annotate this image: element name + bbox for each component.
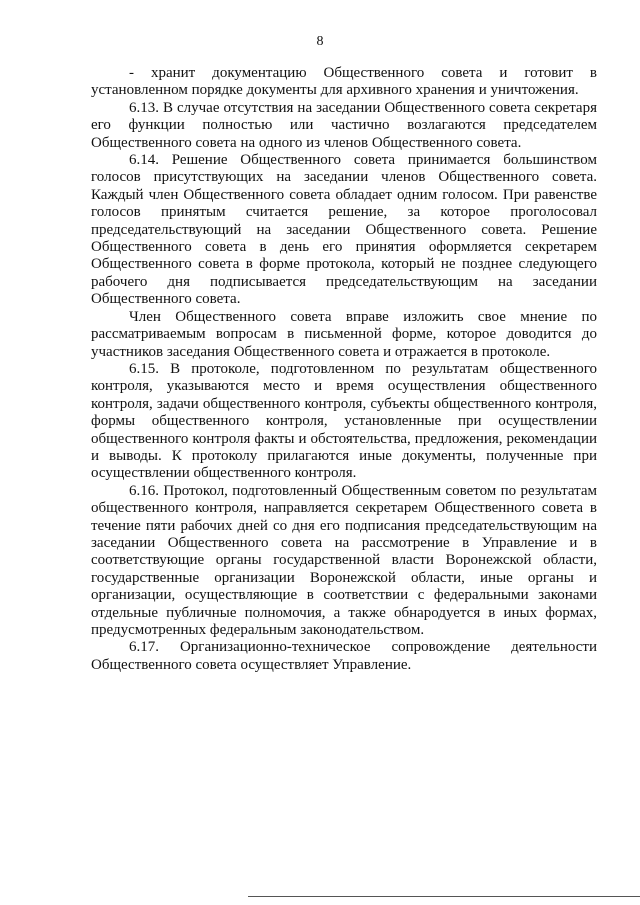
document-body [91,65,597,674]
page-number: 8 [316,34,324,49]
paragraph-6-13: 6.13. В случае отсутствия на заседании Общественного совета секретаря его функции полностью или частично возлагаются председателем Общественного совета на одного из членов Общественного совета. [91,99,597,151]
paragraph-member-opinion: Член Общественного совета вправе изложить свое мнение по рассматриваемым вопросам в письменной форме, которое доводится до участников заседания Общественного совета и отражается в протоколе. [91,308,597,360]
paragraph-6-17: 6.17. Организационно-техническое сопровождение деятельности Общественного совета осуществляет Управление. [91,639,597,673]
paragraph-archive-duty: - хранит документацию Общественного совета и готовит в установленном порядке документы для архивного хранения и уничтожения. [91,65,597,99]
paragraph-6-16: 6.16. Протокол, подготовленный Общественным советом по результатам общественного контроля, направляется секретарем Общественного совета в течение пяти рабочих дней со дня его подписания председательствующим на заседании Общественного совета на рассмотрение в Управление и в соответствующие органы государственной власти Воронежской области, государственные организации Воронежской области, иные органы и организации, осуществляющие в соответствии с федеральными законами отдельные публичные полномочия, а также обнародуется в иных формах, предусмотренных федеральным законодательством. [91,482,597,638]
paragraph-6-15: 6.15. В протоколе, подготовленном по результатам общественного контроля, указываются место и время осуществления общественного контроля, задачи общественного контроля, субъекты общественного контроля, формы общественного контроля, установленные при осуществлении общественного контроля факты и обстоятельства, предложения, рекомендации и выводы. К протоколу прилагаются иные документы, полученные при осуществлении общественного контроля. [91,360,597,482]
footer-divider [248,896,640,897]
paragraph-6-14: 6.14. Решение Общественного совета принимается большинством голосов присутствующих на заседании членов Общественного совета. Каждый член Общественного совета обладает одним голосом. При равенстве голосов принятым считается решение, за которое проголосовал председательствующий на заседании Общественного совета. Решение Общественного совета в день его принятия оформляется секретарем Общественного совета в форме протокола, который не позднее следующего рабочего дня подписывается председательствующим на заседании Общественного совета. [91,152,597,308]
